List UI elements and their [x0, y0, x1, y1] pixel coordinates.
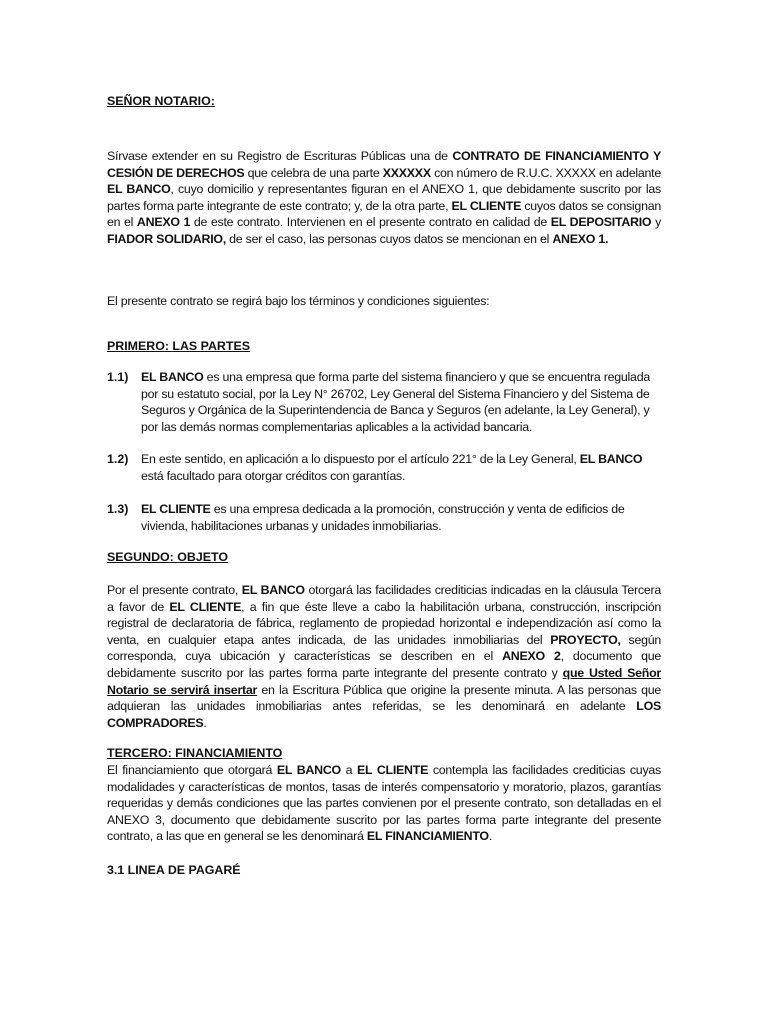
term-el-banco: EL BANCO: [241, 583, 305, 597]
intro-text-8: de ser el caso, las personas cuyos datos se mencionan en el: [225, 231, 553, 246]
term-el-depositario: EL DEPOSITARIO: [550, 215, 652, 230]
term-el-banco: EL BANCO: [141, 370, 204, 384]
clause-text: , a fin que éste lleve a cabo la habilitación urbana, construcción, inscripción registral de declaratoria de fábrica, reglamento de propiedad horizontal e independización así como la venta, en cualquier etapa antes indicada, de las unidades inmobiliarias del: [107, 599, 662, 647]
notary-insert-instruction: que Usted Señor Notario se servirá insertar: [107, 665, 661, 697]
section-colon: :: [169, 550, 178, 564]
term-el-banco: EL BANCO: [276, 763, 341, 777]
item-number: 1.2): [107, 452, 129, 466]
term-anexo-2: ANEXO 2: [502, 649, 561, 664]
section-primero-heading: [107, 338, 250, 355]
term-proyecto: PROYECTO,: [550, 632, 621, 647]
clause-1-1: [141, 369, 661, 435]
clause-text: es una empresa dedicada a la promoción, construcción y venta de edificios de vivienda, habilitaciones urbanas y unidades inmobiliarias.: [141, 502, 625, 533]
heading-colon: :: [210, 94, 215, 108]
term-anexo-1: ANEXO 1: [136, 215, 191, 230]
intro-text-1: Sírvase extender en su Registro de Escrituras Públicas una de: [107, 149, 453, 163]
clause-text: Por el presente contrato,: [107, 583, 242, 597]
term-el-financiamiento: EL FINANCIAMIENTO: [366, 829, 489, 844]
term-el-cliente: EL CLIENTE: [169, 599, 242, 614]
bank-name-placeholder: XXXXXX: [382, 165, 431, 180]
clause-1-2: [141, 451, 661, 484]
item-number: 1.3): [107, 502, 129, 516]
term-el-cliente: EL CLIENTE: [451, 198, 522, 213]
term-el-cliente: EL CLIENTE: [357, 763, 429, 777]
clause-text: otorgará las facilidades crediticias indicadas en la cláusula Tercera a favor de: [107, 583, 661, 614]
clause-text: a: [340, 763, 357, 777]
intro-paragraph: [107, 148, 661, 248]
clause-tercero: [107, 762, 661, 845]
intro-text-3: con número de R.U.C. XXXXX en adelante: [430, 165, 661, 180]
intro-text-5: cuyos datos se consignan en el: [107, 198, 661, 230]
heading-text: SEÑOR NOTARIO: [107, 94, 211, 108]
clause-segundo: [107, 582, 661, 731]
section-title: FINANCIAMIENTO: [175, 746, 283, 760]
section-label: SEGUNDO: [107, 550, 170, 564]
contract-type: CONTRATO DE FINANCIAMIENTO Y CESIÓN DE DERECHOS: [107, 149, 662, 180]
clause-1-3: [141, 501, 661, 534]
document-heading: [107, 93, 215, 110]
clause-text: , documento que debidamente suscrito por las partes forma parte integrante del presente contrato y: [107, 649, 661, 680]
term-el-banco: EL BANCO: [107, 182, 171, 197]
clause-text: contempla las facilidades crediticias cuyas modalidades y características de montos, tasas de interés compensatorio y moratorio, plazos, garantías requeridas y demás condiciones que las partes convienen por el presente contrato, son detalladas en el ANEXO 3, documento que debidamente suscrito por las partes forma parte integrante del presente contrato, a las que en general se les denominará: [107, 763, 661, 844]
clause-text: según corresponda, cuya ubicación y características se describen en el: [107, 632, 662, 664]
intro-text-2: que celebra de una parte: [244, 165, 383, 180]
clause-text: .: [488, 829, 493, 844]
section-tercero-heading: [107, 745, 282, 762]
clause-text: es una empresa que forma parte del sistema financiero y que se encuentra regulada por su estatuto social, por la Ley N° 26702, Ley General del Sistema Financiero y del Sistema de Seguros y Orgánica de la Superintendencia de Banca y Seguros (en adelante, la Ley General), y por las demás normas complementarias aplicables a la actividad bancaria.: [141, 370, 650, 434]
term-el-cliente: EL CLIENTE: [141, 502, 211, 516]
term-fiador-solidario: FIADOR SOLIDARIO,: [107, 231, 226, 246]
term-los-compradores: LOS COMPRADORES: [107, 699, 661, 730]
term-anexo-1-end: ANEXO 1.: [552, 231, 609, 246]
section-title: LAS PARTES: [172, 339, 250, 353]
clause-text: El financiamiento que otorgará: [107, 763, 277, 777]
term-el-banco: EL BANCO: [579, 452, 643, 466]
terms-intro: El presente contrato se regirá bajo los términos y condiciones siguientes:: [107, 294, 490, 308]
item-number: 1.1): [107, 370, 129, 384]
section-segundo-heading: [107, 549, 228, 566]
clause-text: En este sentido, en aplicación a lo dispuesto por el artículo 221° de la Ley General,: [141, 452, 580, 466]
clause-text: está facultado para otorgar créditos con garantías.: [141, 468, 406, 483]
section-title: OBJETO: [177, 550, 228, 564]
section-colon: :: [164, 339, 173, 353]
section-3-1-heading: 3.1 LINEA DE PAGARÉ: [107, 863, 241, 877]
document-page: [107, 0, 661, 1024]
intro-text-7: y: [651, 215, 662, 230]
section-label: TERCERO: [107, 746, 168, 760]
section-colon: :: [167, 746, 176, 760]
clause-text: en la Escritura Pública que origine la presente minuta. A las personas que adquieran las unidades inmobiliarias antes referidas, se les denominará en adelante: [107, 682, 661, 714]
intro-text-6: de este contrato. Intervienen en el presente contrato en calidad de: [190, 215, 551, 230]
clause-text: .: [203, 715, 207, 730]
section-label: PRIMERO: [107, 339, 165, 353]
intro-text-4: , cuyo domicilio y representantes figuran en el ANEXO 1, que debidamente suscrito por las partes forma parte integrante de este contrato; y, de la otra parte,: [107, 182, 662, 213]
